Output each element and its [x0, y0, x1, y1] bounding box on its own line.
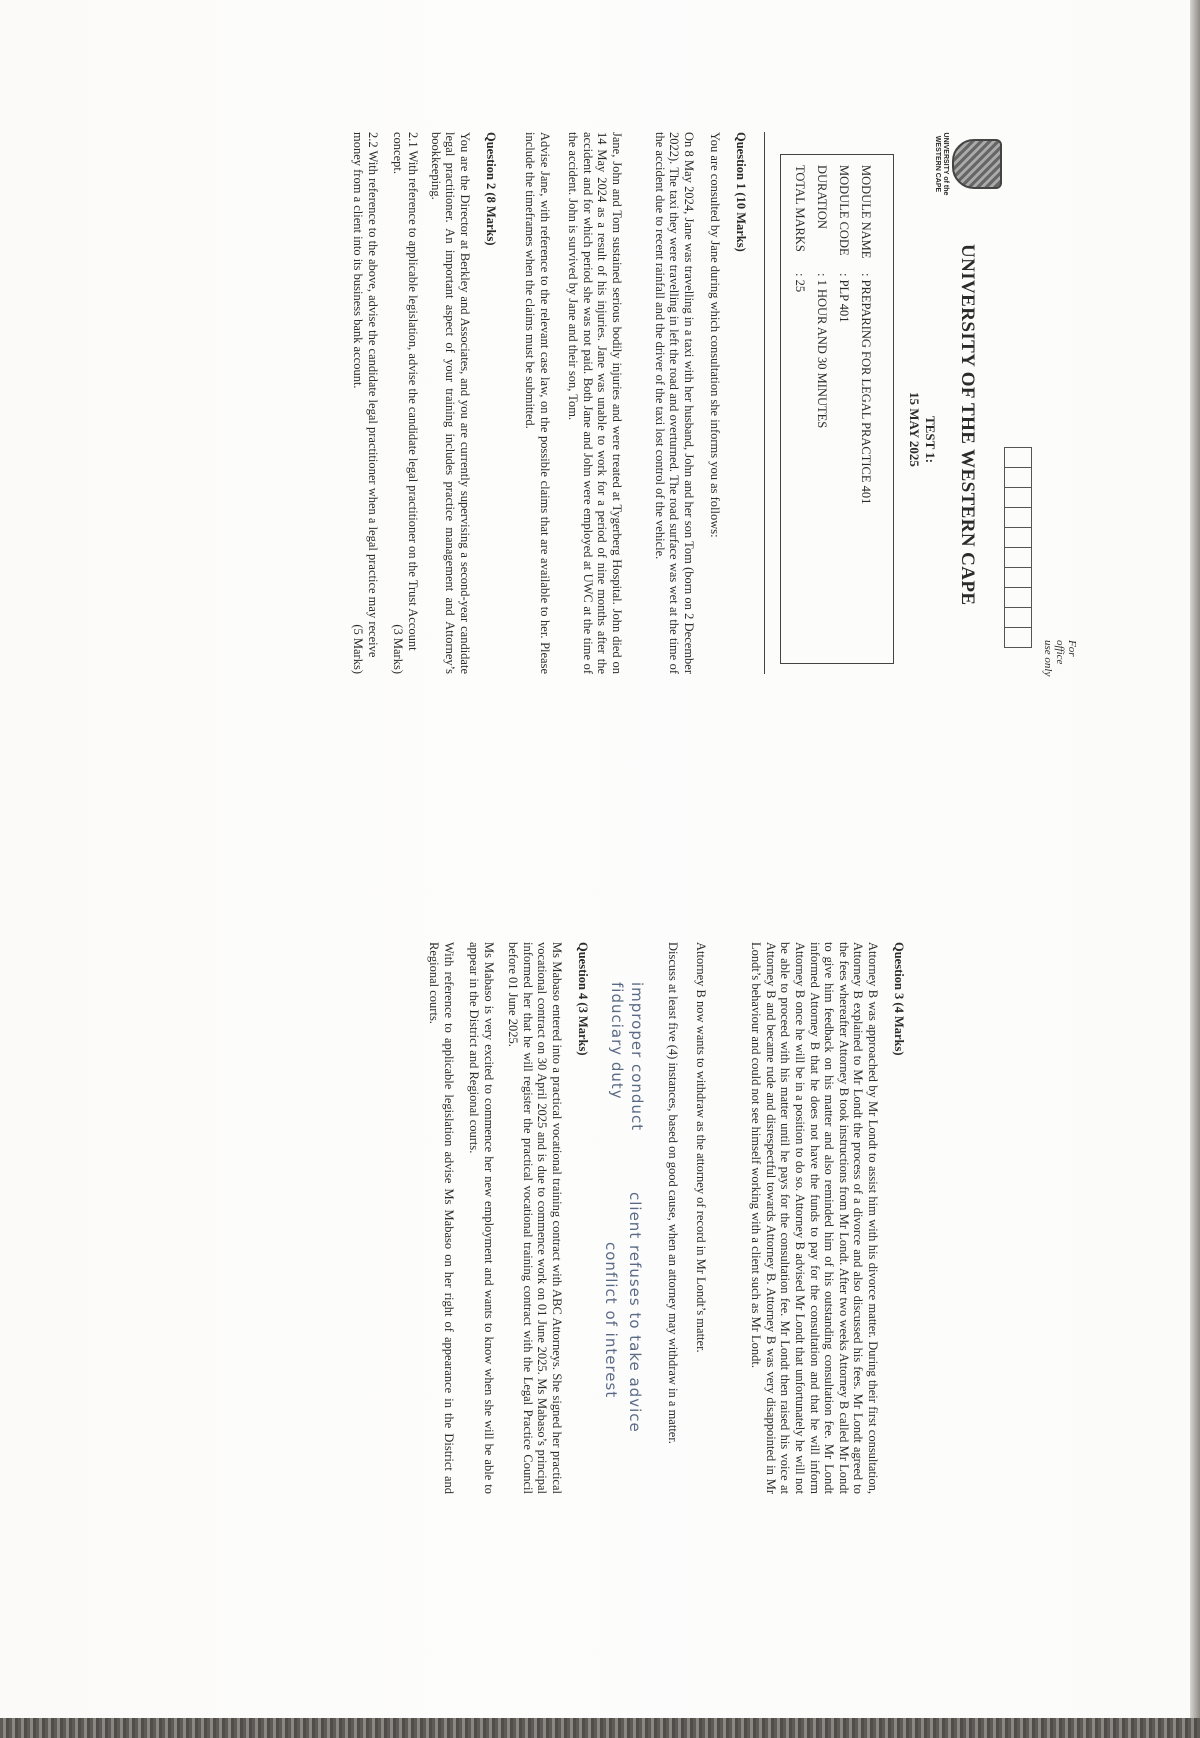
question-1-paragraph-3: Advise Jane, with reference to the relevant case law, on the possible claims that are available to her. Please include the timeframes when the claims must be submitted.: [523, 132, 552, 674]
module-code-row: [837, 165, 851, 323]
question-2-heading: Question 2 (8 Marks): [484, 132, 498, 246]
office-box: [1004, 487, 1032, 508]
question-2-2: [351, 132, 380, 674]
office-box: [1004, 527, 1032, 548]
office-box: [1004, 467, 1032, 488]
question-2-2-marks: (5 Marks): [351, 624, 366, 674]
handwritten-note-fiduciary-duty: fiduciary duty: [608, 982, 626, 1100]
office-box: [1004, 627, 1032, 648]
office-box: [1004, 607, 1032, 628]
office-box: [1004, 567, 1032, 588]
module-name-label: MODULE NAME: [859, 165, 873, 259]
office-box: [1004, 587, 1032, 608]
office-box: [1004, 447, 1032, 468]
crest-caption-line-2: WESTERN CAPE: [934, 135, 941, 193]
question-1-intro: You are consulted by Jane during which consultation she informs you as follows:: [708, 132, 722, 538]
office-box: [1004, 547, 1032, 568]
module-info-box: [780, 154, 894, 664]
question-3-paragraph-3: Discuss at least five (4) instances, based on good cause, when an attorney may withdraw in a matter.: [666, 942, 680, 1444]
question-1-heading: Question 1 (10 Marks): [734, 132, 748, 252]
question-2-1: [391, 132, 420, 674]
question-1-paragraph-2: Jane, John and Tom sustained serious bodily injuries and were treated at Tygerberg Hospital. John died on 14 May 2024 as a result of his injuries. Jane was unable to work for a period of nine months after the accident and for which period she was not paid. Both Jane and John were employed at UWC at the time of the accident. John is survived by Jane and their son, Tom.: [566, 132, 624, 674]
university-title: UNIVERSITY OF THE WESTERN CAPE: [957, 244, 978, 606]
header-divider: [764, 132, 765, 674]
question-4-paragraph-3: With reference to applicable legislation advise Ms Mabaso on her right of appearance in the District and Regional courts.: [427, 942, 456, 1494]
question-2-2-number: 2.2: [366, 132, 380, 148]
total-marks-label: TOTAL MARKS: [793, 165, 807, 252]
handwritten-note-improper-conduct: improper conduct: [628, 982, 646, 1132]
question-4-paragraph-2: Ms Mabaso is very excited to commence her new employment and wants to know when she will be able to appear in the District and Regional courts.: [467, 942, 496, 1494]
duration-row: [815, 165, 829, 428]
question-4-paragraph-1: Ms Mabaso entered into a practical vocational training contract with ABC Attorneys. She signed her practical vocational contract on 30 April 2025 and is due to commence work on 01 June 2025. Ms Mabaso’s principal informed her that he will register the practical vocational training contract with the Legal Practice Council before 01 June 2025.: [506, 942, 564, 1494]
question-2-1-marks: (3 Marks): [391, 624, 406, 674]
office-use-label: For office use only: [1042, 640, 1078, 677]
university-crest: [933, 132, 1002, 196]
question-3-paragraph-1: Attorney B was approached by Mr Londt to assist him with his divorce matter. During their first consultation, Attorney B explained to Mr Londt the process of a divorce and also discussed his fees. Mr Londt agreed to the fees whereafter Attorney B took instructions from Mr Londt. After two weeks Attorney B called Mr Londt to give him feedback on his matter and also reminded him of his outstanding consultation fee. Mr Londt informed Attorney B that he does not have the funds to pay for the consultation and that he will inform Attorney B once he will be in a position to do so. Attorney B advised Mr Londt that unfortunately he will not be able to proceed with his matter until he pays for the consultation fee. Mr Londt then raised his voice at Attorney B and became rude and disrespectful towards Attorney B. Attorney B was very disappointed in Mr Londt’s behaviour and could not see himself working with a client such as Mr Londt.: [749, 942, 880, 1494]
question-3-paragraph-2: Attorney B now wants to withdraw as the attorney of record in Mr Londt’s matter.: [694, 942, 708, 1353]
office-use-boxes: [1004, 447, 1032, 647]
question-2-1-number: 2.1: [406, 132, 420, 148]
crest-shield-icon: [952, 139, 1002, 189]
office-box: [1004, 507, 1032, 528]
question-2-paragraph-1: You are the Director at Berkley and Associates, and you are currently supervising a second-year candidate legal practitioner. An important aspect of your training includes practice management and Attorney’s bookkeeping.: [428, 132, 472, 674]
handwritten-note-conflict-of-interest: conflict of interest: [602, 1242, 620, 1399]
test-date: 15 MAY 2025: [907, 392, 922, 467]
duration-value: : 1 HOUR AND 30 MINUTES: [815, 273, 829, 429]
module-code-label: MODULE CODE: [837, 165, 851, 256]
module-code-value: : PLP 401: [837, 273, 851, 323]
crest-caption-line-1: UNIVERSITY of the: [942, 132, 949, 196]
question-1-paragraph-1: On 8 May 2024, Jane was travelling in a taxi with her husband, John and her son Tom (born on 2 December 2022). The taxi they were travelling in left the road and overturned. The road surface was wet at the time of the accident due to recent rainfall and the driver of the taxi lost control of the vehicle.: [652, 132, 696, 674]
handwritten-note-client-refuses: client refuses to take advice: [626, 1192, 644, 1433]
module-name-row: [859, 165, 873, 504]
question-2-2-text: With reference to the above, advise the candidate legal practitioner when a legal practice may receive money from a client into its business bank account.: [351, 132, 380, 658]
duration-label: DURATION: [815, 165, 829, 229]
total-marks-value: : 25: [793, 273, 807, 293]
crest-caption: [933, 132, 949, 196]
question-3-heading: Question 3 (4 Marks): [892, 942, 906, 1056]
question-4-heading: Question 4 (3 Marks): [576, 942, 590, 1056]
total-marks-row: [793, 165, 807, 292]
test-title: TEST 1:: [923, 416, 938, 464]
question-2-1-text: With reference to applicable legislation, advise the candidate legal practitioner on the Trust Account concept.: [391, 132, 420, 651]
module-name-value: : PREPARING FOR LEGAL PRACTICE 401: [859, 273, 873, 505]
